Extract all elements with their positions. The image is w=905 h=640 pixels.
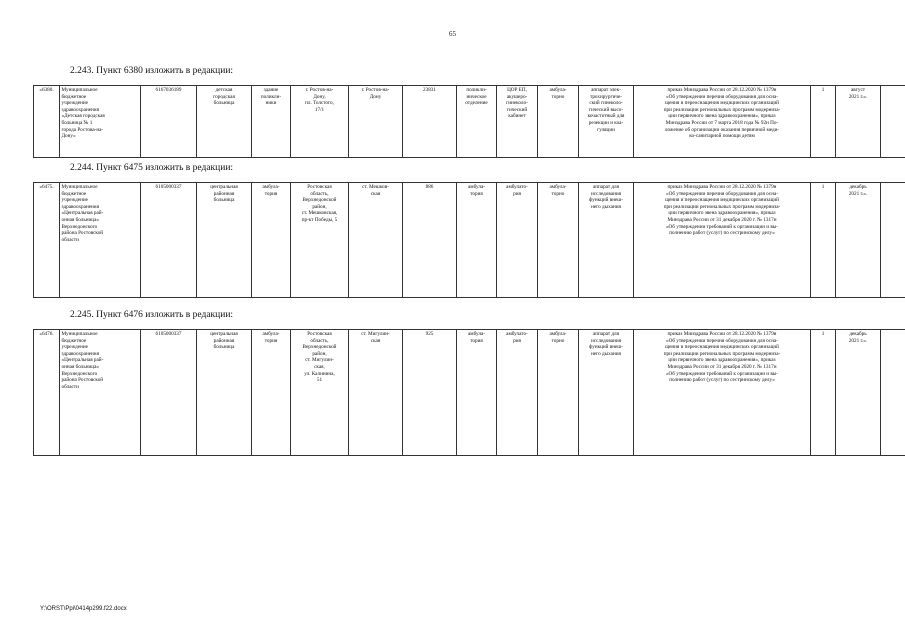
table-row <box>34 86 905 158</box>
cell-number: «6380. <box>34 86 60 158</box>
cell-empty <box>881 183 905 298</box>
section-heading: 2.244. Пункт 6475 изложить в редакции: <box>70 163 234 173</box>
cell-population: 886 <box>403 183 457 298</box>
cell-address: г. Ростов-на- Дону, пл. Толстого, 17/1 <box>291 86 349 158</box>
cell-building: амбула- тория <box>252 330 291 456</box>
cell-quantity: 1 <box>811 330 836 456</box>
cell-quantity: 1 <box>811 183 836 298</box>
footer-file-path: Y:\ORST\Ppi\0414p299.f22.docx <box>40 606 127 612</box>
section-heading: 2.243. Пункт 6380 изложить в редакции: <box>70 66 234 76</box>
cell-empty <box>881 330 905 456</box>
cell-settlement: ст. Мешков- ская <box>349 183 403 298</box>
cell-care-form: амбула- торно <box>538 86 579 158</box>
cell-number: «6476. <box>34 330 60 456</box>
cell-address: Ростовская область, Верхнедонской район, ст. Мешковская, пр-кт Победы, 5 <box>291 183 349 298</box>
cell-equipment: аппарат элек- трохирургиче- ский гинеколо- гический высо- кочастотный для резекции и коа- гуляции <box>579 86 634 158</box>
cell-subunit: ЦОР ЕП, акушеро- гинеколо- гический кабинет <box>497 86 538 158</box>
cell-organization-name: Муниципальное бюджетное учреждение здравоохранения «Детская городская больница № 1 города Ростова-на- Дону» <box>60 86 141 158</box>
amendment-table <box>33 329 905 456</box>
cell-organization-type: центральная районная больница <box>197 330 252 456</box>
table-row <box>34 183 905 298</box>
cell-population: 925 <box>403 330 457 456</box>
cell-empty <box>881 86 905 158</box>
cell-population: 23831 <box>403 86 457 158</box>
cell-date: декабрь 2021 г.». <box>836 183 881 298</box>
page-number: 65 <box>449 30 456 38</box>
section-heading: 2.245. Пункт 6476 изложить в редакции: <box>70 310 234 320</box>
table-row <box>34 330 905 456</box>
cell-unit: амбула- тория <box>457 183 497 298</box>
cell-legal-basis: приказ Минздрава России от 28.12.2020 № 1379н «Об утверждении перечня оборудования для осна- щения и переоснащения медицинских организаций при реализации региональных программ модерниза- ции первичного звена здравоохранения», приказ Минздрава России от 31 декабря 2020 г. № 1317н «Об утверждении требований к организации и вы- полнению работ (услуг) по сестринскому делу» <box>634 183 811 298</box>
cell-organization-name: Муниципальное бюджетное учреждение здравоохранения «Центральная рай- онная больница» Верхнедонского района Ростовской области <box>60 183 141 298</box>
cell-subunit: амбулато- рия <box>497 330 538 456</box>
cell-care-form: амбула- торно <box>538 330 579 456</box>
cell-care-form: амбула- торно <box>538 183 579 298</box>
cell-settlement: ст. Мигулин- ская <box>349 330 403 456</box>
cell-building: здание поликли- ники <box>252 86 291 158</box>
cell-building: амбула- тория <box>252 183 291 298</box>
cell-inn: 6167036189 <box>141 86 197 158</box>
cell-inn: 6105000337 <box>141 183 197 298</box>
cell-quantity: 1 <box>811 86 836 158</box>
cell-settlement: г. Ростов-на- Дону <box>349 86 403 158</box>
cell-legal-basis: приказ Минздрава России от 28.12.2020 № 1379н «Об утверждении перечня оборудования для осна- щения и переоснащения медицинских организаций при реализации региональных программ модерниза- ции первичного звена здравоохранения», приказ Минздрава России от 31 декабря 2020 г. № 1317н «Об утверждении требований к организации и вы- полнению работ (услуг) по сестринскому делу» <box>634 330 811 456</box>
amendment-table <box>33 85 905 158</box>
cell-unit: амбула- тория <box>457 330 497 456</box>
cell-inn: 6105000337 <box>141 330 197 456</box>
cell-number: «6475. <box>34 183 60 298</box>
amendment-table <box>33 182 905 298</box>
cell-equipment: аппарат для исследования функций внеш- него дыхания <box>579 183 634 298</box>
cell-date: декабрь 2021 г.». <box>836 330 881 456</box>
cell-address: Ростовская область, Верхнедонской район, ст. Мигулин- ская, ул. Калинина, 51 <box>291 330 349 456</box>
cell-organization-type: детская городская больница <box>197 86 252 158</box>
cell-legal-basis: приказ Минздрава России от 28.12.2020 № 1379н «Об утверждении перечня оборудования для осна- щения и переоснащения медицинских организаций при реализации региональных программ модерниза- ции первичного звена здравоохранения», приказ Минздрава России от 7 марта 2018 года № 92н По- ложение об организации оказания первичной меди- ко-санитарной помощи детям <box>634 86 811 158</box>
cell-subunit: амбулато- рия <box>497 183 538 298</box>
cell-date: август 2021 г.». <box>836 86 881 158</box>
cell-equipment: аппарат для исследования функций внеш- него дыхания <box>579 330 634 456</box>
cell-organization-type: центральная районная больница <box>197 183 252 298</box>
cell-unit: поликли- ническое отделение <box>457 86 497 158</box>
cell-organization-name: Муниципальное бюджетное учреждение здравоохранения «Центральная рай- онная больница» Верхнедонского района Ростовской области <box>60 330 141 456</box>
